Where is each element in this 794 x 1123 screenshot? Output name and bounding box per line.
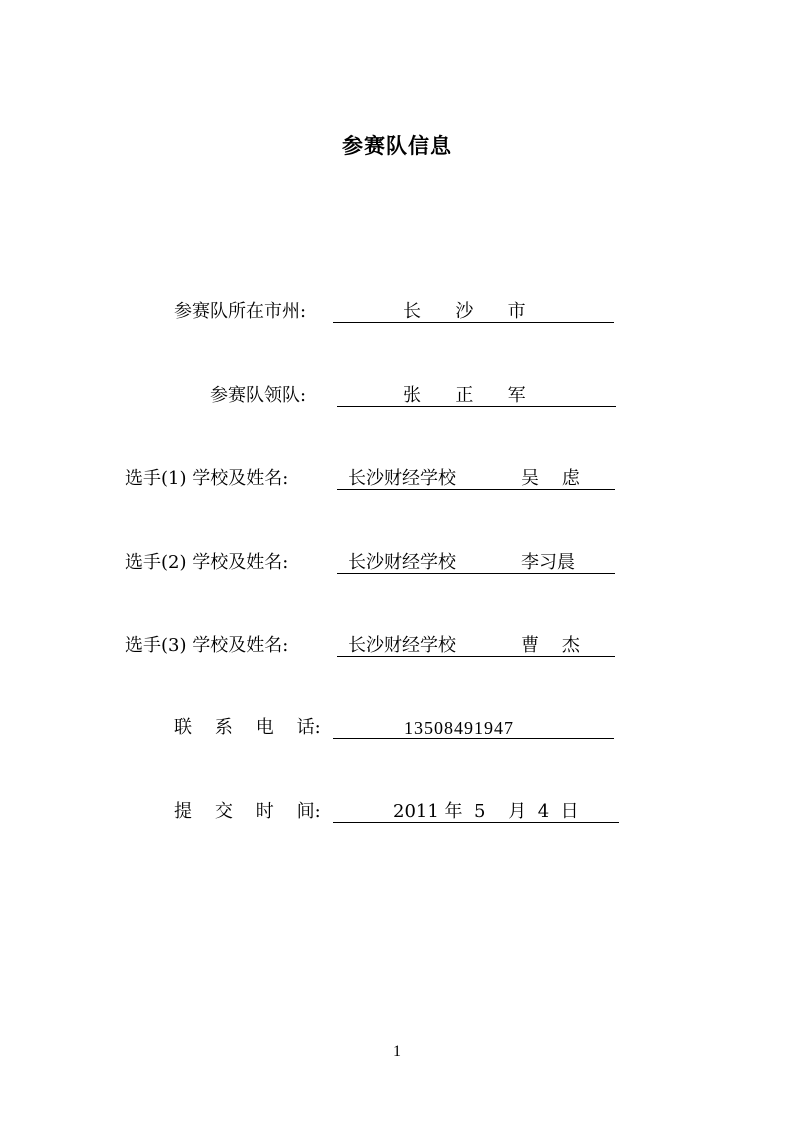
field-player2 (0, 551, 794, 575)
field-city (0, 300, 794, 324)
field-phone (0, 716, 794, 740)
field-player2-name: 李习晨 (521, 552, 575, 573)
field-player3-value (337, 634, 615, 657)
field-phone-label: 联 系 电 话: (174, 717, 321, 738)
field-date (0, 800, 794, 824)
field-player3-label: 选手(3) 学校及姓名: (125, 635, 289, 656)
field-player3 (0, 634, 794, 658)
field-date-value (333, 800, 619, 823)
field-player1-name: 吴 虑 (521, 468, 580, 489)
field-leader (0, 384, 794, 408)
page-title: 参赛队信息 (342, 134, 452, 158)
field-player1-label: 选手(1) 学校及姓名: (125, 468, 289, 489)
field-player2-label: 选手(2) 学校及姓名: (125, 552, 289, 573)
page-number: 1 (393, 1043, 401, 1060)
field-player1 (0, 467, 794, 491)
field-player1-value (337, 467, 615, 490)
field-phone-value (333, 716, 614, 739)
field-city-text: 长 沙 市 (403, 301, 526, 322)
field-leader-value (337, 384, 616, 407)
field-city-label: 参赛队所在市州: (174, 301, 307, 322)
field-phone-text: 13508491947 (404, 718, 514, 738)
field-player2-school: 长沙财经学校 (348, 552, 456, 573)
field-city-value (333, 300, 614, 323)
field-player1-school: 长沙财经学校 (348, 468, 456, 489)
field-leader-label: 参赛队领队: (210, 385, 307, 406)
field-player3-school: 长沙财经学校 (348, 635, 456, 656)
field-leader-text: 张 正 军 (403, 385, 526, 406)
field-date-label: 提 交 时 间: (174, 801, 321, 822)
field-player3-name: 曹 杰 (521, 635, 580, 656)
field-player2-value (337, 551, 615, 574)
field-date-text: 2011 年 5 月 4 日 (393, 801, 579, 822)
